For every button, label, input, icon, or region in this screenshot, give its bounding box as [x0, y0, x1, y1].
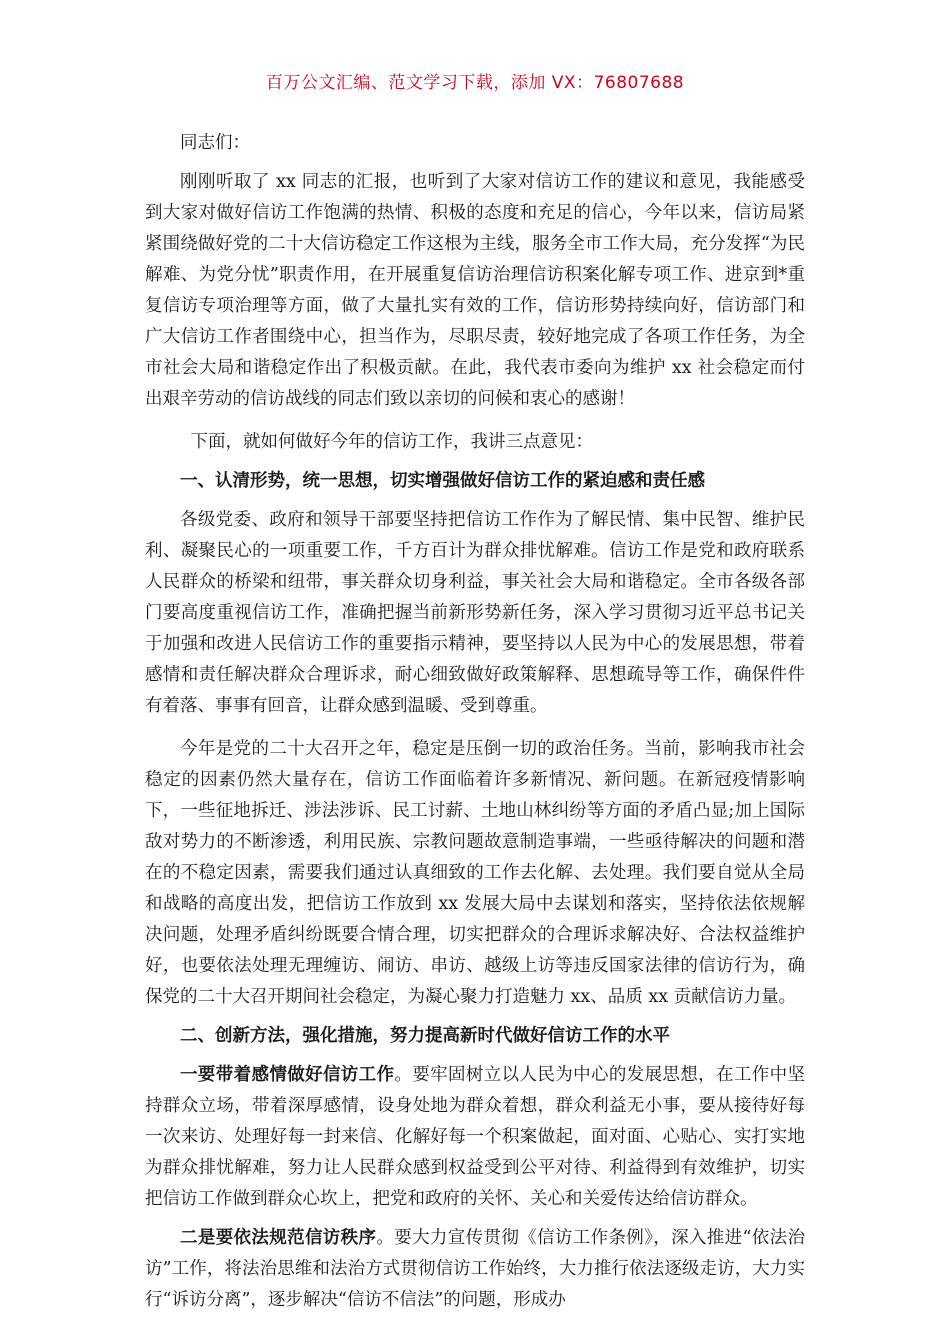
section-heading-1: 一、认清形势，统一思想，切实增强做好信访工作的紧迫感和责任感 — [180, 471, 705, 491]
paragraph-section1-b: 今年是党的二十大召开之年，稳定是压倒一切的政治任务。当前，影响我市社会稳定的因素仍然大量存在，信访工作面临着许多新情况、新问题。在新冠疫情影响下，一些征地拆迁、涉法涉诉、民工讨薪、土地山林纠纷等方面的矛盾凸显;加上国际敌对势力的不断渗透，利用民族、宗教问题故意制造事端，一些亟待解决的问题和潜在的不稳定因素，需要我们通过认真细致的工作去化解、去处理。我们要自觉从全局和战略的高度出发，把信访工作放到 xx 发展大局中去谋划和落实，坚持依法依规解决问题，处理矛盾纠纷既要合情合理，切实把群众的合理诉求解决好、合法权益维护好，也要依法处理无理缠访、闹访、串访、越级上访等违反国家法律的信访行为，确保党的二十大召开期间社会稳定，为凝心聚力打造魅力 xx、品质 xx 贡献信访力量。 — [145, 739, 805, 1007]
paragraph-outline: 下面，就如何做好今年的信访工作，我讲三点意见： — [190, 432, 593, 452]
salutation: 同志们： — [180, 133, 250, 153]
point-1-lead: 一要带着感情做好信访工作 — [180, 1065, 395, 1085]
point-2-text: 。要大力宣传贯彻《信访工作条例》，深入推进“依法治访”工作，将法治思维和法治方式贯彻信访工作始终，大力推行依法逐级走访，大力实行“诉访分离”，逐步解决“信访不信法”的问题，形成办 — [145, 1228, 806, 1310]
paragraph-intro: 刚刚听取了 xx 同志的汇报，也听到了大家对信访工作的建议和意见，我能感受到大家对做好信访工作饱满的热情、积极的态度和充足的信心，今年以来，信访局紧紧围绕做好党的二十大信访稳定工作这根为主线，服务全市工作大局，充分发挥“为民解难、为党分忧”职责作用，在开展重复信访治理信访积案化解专项工作、进京到*重复信访专项治理等方面，做了大量扎实有效的工作，信访形势持续向好，信访部门和广大信访工作者围绕中心，担当作为，尽职尽责，较好地完成了各项工作任务，为全市社会大局和谐稳定作出了积极贡献。在此，我代表市委向为维护 xx 社会稳定而付出艰辛劳动的信访战线的同志们致以亲切的问候和衷心的感谢！ — [145, 172, 805, 409]
document-header-banner: 百万公文汇编、范文学习下载，添加 VX：76807688 — [265, 73, 685, 93]
section-heading-2: 二、创新方法，强化措施，努力提高新时代做好信访工作的水平 — [180, 1026, 670, 1046]
document-body — [145, 128, 805, 1316]
paragraph-point-2 — [145, 1223, 805, 1316]
paragraph-point-1 — [145, 1060, 805, 1215]
point-2-lead: 二是要依法规范信访秩序 — [180, 1228, 377, 1248]
paragraph-section1-a: 各级党委、政府和领导干部要坚持把信访工作作为了解民情、集中民智、维护民利、凝聚民心的一项重要工作，千方百计为群众排忧解难。信访工作是党和政府联系人民群众的桥梁和纽带，事关群众切身利益，事关社会大局和谐稳定。全市各级各部门要高度重视信访工作，准确把握当前新形势新任务，深入学习贯彻习近平总书记关于加强和改进人民信访工作的重要指示精神，要坚持以人民为中心的发展思想，带着感情和责任解决群众合理诉求，耐心细致做好政策解释、思想疏导等工作，确保件件有着落、事事有回音，让群众感到温暖、受到尊重。 — [145, 510, 805, 716]
point-1-text: 。要牢固树立以人民为中心的发展思想，在工作中坚持群众立场，带着深厚感情，设身处地为群众着想，群众利益无小事，要从接待好每一次来访、处理好每一封来信、化解好每一个积案做起，面对面、心贴心、实打实地为群众排忧解难，努力让人民群众感到权益受到公平对待、利益得到有效维护，切实把信访工作做到群众心坎上，把党和政府的关怀、关心和关爱传达给信访群众。 — [145, 1065, 806, 1209]
